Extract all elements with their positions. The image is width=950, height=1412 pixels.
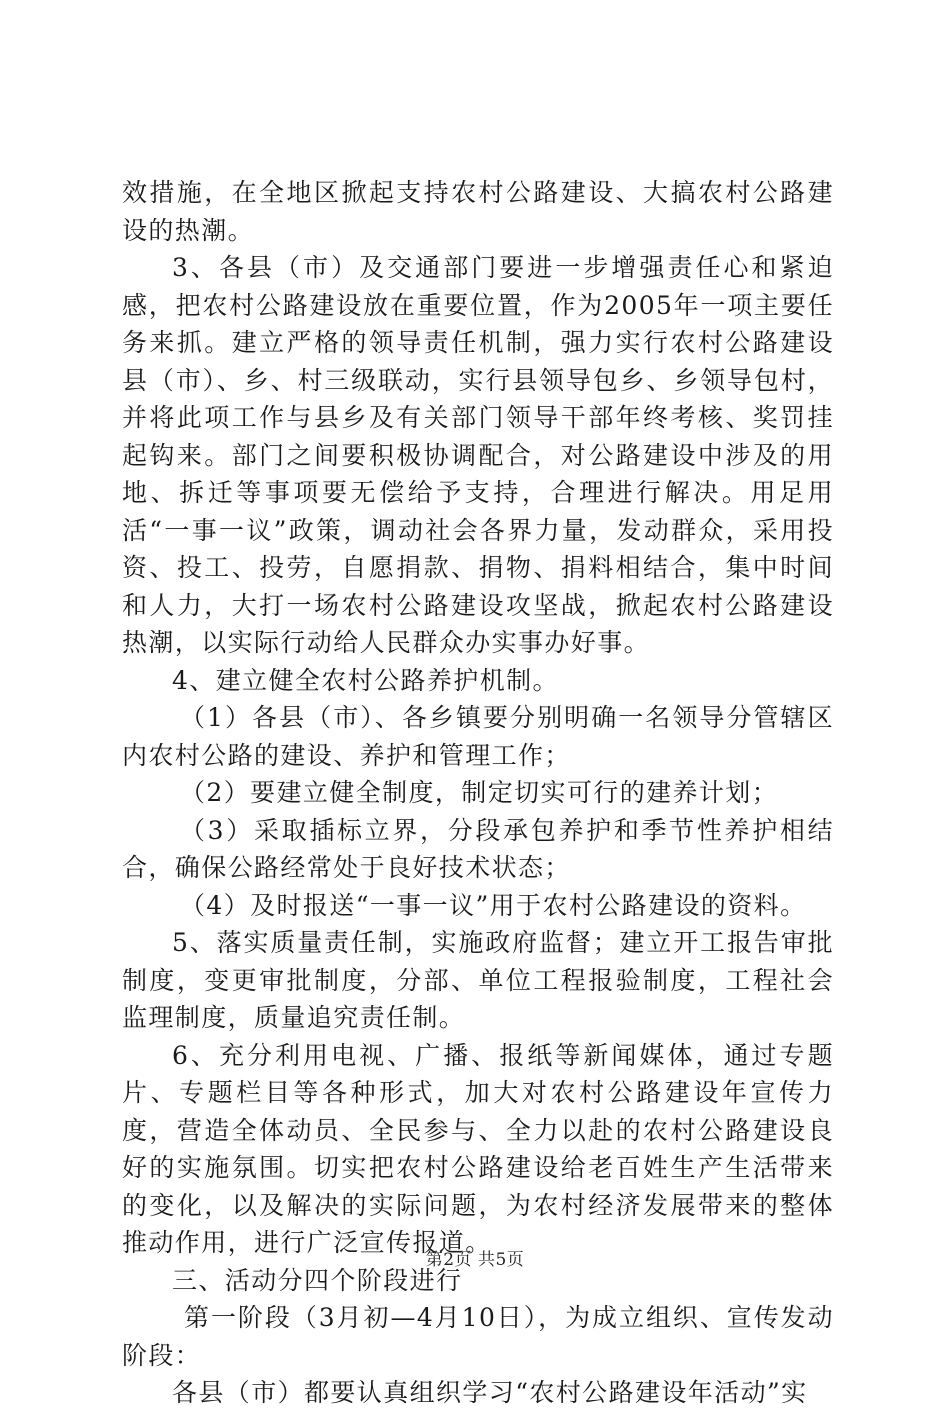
paragraph-subitem-2: （2）要建立健全制度，制定切实可行的建养计划； [180, 778, 779, 807]
paragraph-subitem-1: （1）各县（市）、各乡镇要分别明确一名领导分管辖区内农村公路的建设、养护和管理工作； [122, 703, 834, 770]
paragraph-item-6: 6、充分利用电视、广播、报纸等新闻媒体，通过专题片、专题栏目等各种形式，加大对农村公路建设年宣传力度，营造全体动员、全民参与、全力以赴的农村公路建设良好的实施氛围。切实把农村公路建设给老百姓生产生活带来的变化，以及解决的实际问题，为农村经济发展带来的整体推动作用，进行广泛宣传报道。 [122, 1040, 834, 1257]
paragraph-stage-one-body: 各县（市）都要认真组织学习“农村公路建设年活动”实 [172, 1378, 808, 1407]
page-number-footer: 第2页 共5页 [425, 1250, 525, 1270]
document-body [122, 174, 834, 1412]
paragraph-subitem-3: （3）采取插标立界，分段承包养护和季节性养护相结合，确保公路经常处于良好技术状态； [122, 815, 834, 882]
paragraph-item-3: 3、各县（市）及交通部门要进一步增强责任心和紧迫感，把农村公路建设放在重要位置，作为2005年一项主要任务来抓。建立严格的领导责任机制，强力实行农村公路建设县（市）、乡、村三级联动，实行县领导包乡、乡领导包村，并将此项工作与县乡及有关部门领导干部年终考核、奖罚挂起钩来。部门之间要积极协调配合，对公路建设中涉及的用地、拆迁等事项要无偿给予支持，合理进行解决。用足用活“一事一议”政策，调动社会各界力量，发动群众，采用投资、投工、投劳，自愿捐款、捐物、捐料相结合，集中时间和人力，大打一场农村公路建设攻坚战，掀起农村公路建设热潮，以实际行动给人民群众办实事办好事。 [122, 253, 834, 657]
paragraph-item-5: 5、落实质量责任制，实施政府监督；建立开工报告审批制度，变更审批制度，分部、单位工程报验制度，工程社会监理制度，质量追究责任制。 [122, 928, 834, 1032]
section-heading-three: 三、活动分四个阶段进行 [172, 1265, 463, 1295]
paragraph-item-4: 4、建立健全农村公路养护机制。 [172, 665, 559, 695]
paragraph-subitem-4: （4）及时报送“一事一议”用于农村公路建设的资料。 [180, 890, 807, 920]
paragraph-continuation: 效措施，在全地区掀起支持农村公路建设、大搞农村公路建设的热潮。 [122, 178, 834, 245]
paragraph-stage-one: 第一阶段（3月初—4月10日），为成立组织、宣传发动阶段： [122, 1303, 834, 1370]
